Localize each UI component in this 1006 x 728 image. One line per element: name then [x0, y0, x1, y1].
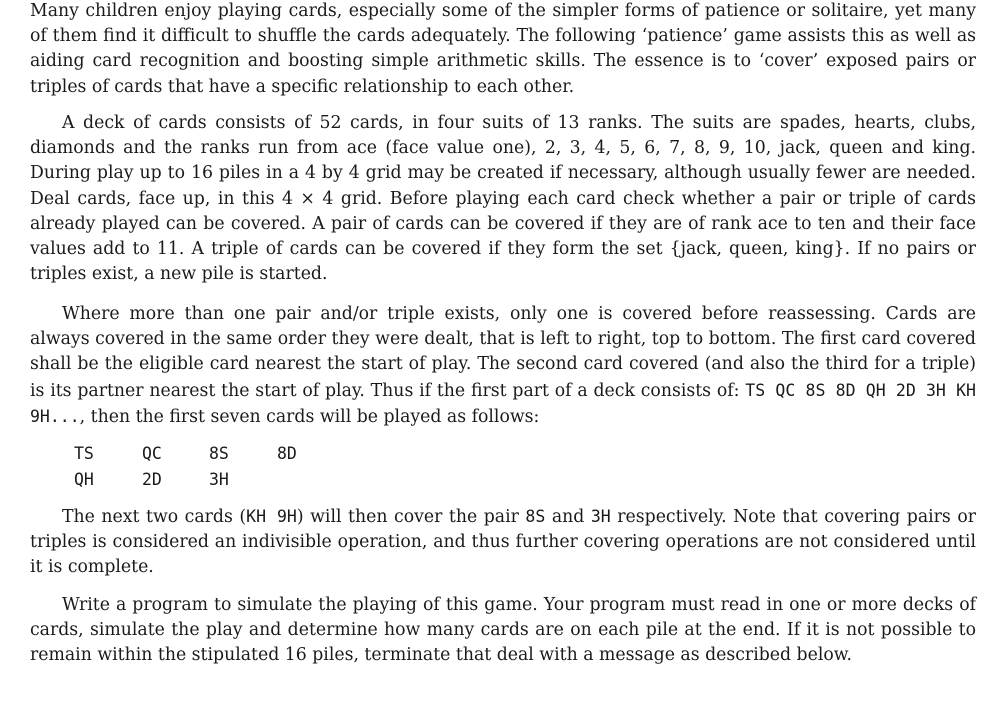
cover-text: and [545, 507, 591, 527]
grid-card: 2D [142, 470, 162, 489]
grid-card: QH [74, 470, 94, 489]
grid-card: TS [74, 444, 94, 463]
covering-order-text: Where more than one pair and/or triple exists, only one is covered before reassessing. Cards are always covered in the same order they were dealt, that is left to right, top to bottom. The first card covered shall be the eligible card nearest the start of play. The second card covered (and also the third for a triple) is its partner nearest the start of play. Thus if the first part of a deck consists of: [30, 304, 976, 401]
grid-card: 8D [277, 444, 297, 463]
covering-order-paragraph [30, 302, 976, 430]
cover-example-paragraph [30, 504, 976, 581]
rules-paragraph: A deck of cards consists of 52 cards, in four suits of 13 ranks. The suits are spades, hearts, clubs, diamonds and the ranks run from ace (face value one), 2, 3, 4, 5, 6, 7, 8, 9, 10, jack, queen and king. During play up to 16 piles in a 4 by 4 grid may be created if necessary, although usually fewer are needed. Deal cards, face up, in this 4 × 4 grid. Before playing each card check whether a pair or triple of cards already played can be covered. A pair of cards can be covered if they are of rank ace to ten and their face values add to 11. A triple of cards can be covered if they form the set {jack, queen, king}. If no pairs or triples exist, a new pile is started. [30, 113, 976, 285]
intro-paragraph: Many children enjoy playing cards, especially some of the simpler forms of patience or solitaire, yet many of them find it difficult to shuffle the cards adequately. The following ‘patience’ game assists this as well as aiding card recognition and boosting simple arithmetic skills. The essence is to ‘cover’ exposed pairs or triples of cards that have a specific relationship to each other. [30, 1, 976, 97]
grid-card: 8S [209, 444, 229, 463]
cover-code: 8S [525, 507, 546, 526]
cover-text: The next two cards ( [62, 507, 247, 527]
deck-example-code: TS QC 8S 8D QH 2D 3H KH 9H... [30, 380, 976, 426]
covering-order-tail: , then the first seven cards will be played as follows: [79, 406, 540, 427]
task-paragraph: Write a program to simulate the playing of this game. Your program must read in one or more decks of cards, simulate the play and determine how many cards are on each pile at the end. If it is not possible to remain within the stipulated 16 piles, terminate that deal with a message as described below. [30, 595, 976, 666]
grid-card: 3H [209, 470, 229, 489]
cover-code: 3H [590, 507, 611, 526]
cover-text: respectively. Note that covering pairs or triples is considered an indivisible operation, and thus further covering operations are not considered until it is complete. [30, 507, 977, 578]
grid-card: QC [142, 444, 162, 463]
cover-text: ) will then cover the pair [296, 507, 526, 527]
cover-code: KH 9H [246, 507, 297, 526]
